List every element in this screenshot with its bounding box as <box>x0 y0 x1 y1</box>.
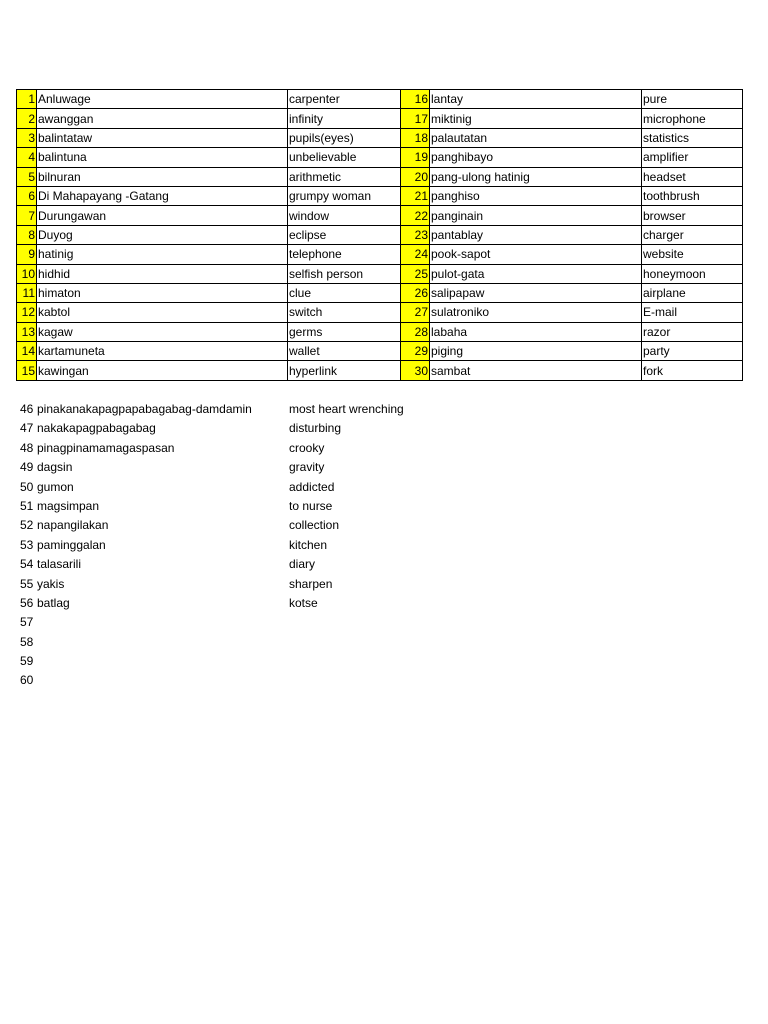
filipino-word-left: hidhid <box>37 264 288 283</box>
english-meaning-right: E-mail <box>642 303 743 322</box>
row-number-left: 15 <box>17 361 37 380</box>
english-meaning-left: wallet <box>288 342 401 361</box>
list-item-word: napangilakan <box>37 518 109 533</box>
filipino-word-left: kawingan <box>37 361 288 380</box>
row-number-right: 26 <box>401 283 430 302</box>
filipino-word-left: balintuna <box>37 148 288 167</box>
filipino-word-left: Anluwage <box>37 90 288 109</box>
filipino-word-left: Durungawan <box>37 206 288 225</box>
list-item-number: 54 <box>20 557 34 572</box>
table-row <box>17 128 743 147</box>
table-row <box>17 225 743 244</box>
list-item-number: 47 <box>20 421 34 436</box>
filipino-word-right: lantay <box>430 90 642 109</box>
filipino-word-right: panghibayo <box>430 148 642 167</box>
list-item-number: 53 <box>20 537 34 552</box>
english-meaning-left: window <box>288 206 401 225</box>
row-number-left: 10 <box>17 264 37 283</box>
row-number-left: 3 <box>17 128 37 147</box>
list-item-number: 50 <box>20 479 34 494</box>
filipino-word-left: kartamuneta <box>37 342 288 361</box>
list-item-meaning: addicted <box>289 479 335 494</box>
list-item-word: pinagpinamamagaspasan <box>37 440 175 455</box>
english-meaning-right: toothbrush <box>642 186 743 205</box>
filipino-word-right: miktinig <box>430 109 642 128</box>
table-row <box>17 361 743 380</box>
row-number-right: 17 <box>401 109 430 128</box>
filipino-word-left: bilnuran <box>37 167 288 186</box>
filipino-word-right: pook-sapot <box>430 245 642 264</box>
filipino-word-left: kabtol <box>37 303 288 322</box>
row-number-right: 29 <box>401 342 430 361</box>
english-meaning-right: honeymoon <box>642 264 743 283</box>
english-meaning-right: party <box>642 342 743 361</box>
english-meaning-left: grumpy woman <box>288 186 401 205</box>
english-meaning-left: carpenter <box>288 90 401 109</box>
english-meaning-left: eclipse <box>288 225 401 244</box>
english-meaning-right: charger <box>642 225 743 244</box>
english-meaning-right: airplane <box>642 283 743 302</box>
list-item-number: 51 <box>20 498 34 513</box>
english-meaning-right: microphone <box>642 109 743 128</box>
filipino-word-right: palautatan <box>430 128 642 147</box>
english-meaning-left: selfish person <box>288 264 401 283</box>
list-item-word: paminggalan <box>37 537 106 552</box>
english-meaning-right: browser <box>642 206 743 225</box>
vocabulary-table-body <box>17 90 743 381</box>
list-item-word: yakis <box>37 576 65 591</box>
english-meaning-left: switch <box>288 303 401 322</box>
row-number-right: 16 <box>401 90 430 109</box>
list-item-word: talasarili <box>37 557 82 572</box>
filipino-word-right: salipapaw <box>430 283 642 302</box>
filipino-word-left: Di Mahapayang -Gatang <box>37 186 288 205</box>
filipino-word-left: kagaw <box>37 322 288 341</box>
english-meaning-left: arithmetic <box>288 167 401 186</box>
table-row <box>17 90 743 109</box>
row-number-left: 7 <box>17 206 37 225</box>
list-item-number: 55 <box>20 576 34 591</box>
table-row <box>17 167 743 186</box>
row-number-right: 22 <box>401 206 430 225</box>
filipino-word-right: pang-ulong hatinig <box>430 167 642 186</box>
english-meaning-left: hyperlink <box>288 361 401 380</box>
filipino-word-right: panghiso <box>430 186 642 205</box>
filipino-word-right: sambat <box>430 361 642 380</box>
list-item-meaning: diary <box>289 557 316 572</box>
row-number-left: 13 <box>17 322 37 341</box>
row-number-right: 27 <box>401 303 430 322</box>
list-item-word: nakakapagpabagabag <box>37 421 156 436</box>
filipino-word-right: pulot-gata <box>430 264 642 283</box>
english-meaning-left: pupils(eyes) <box>288 128 401 147</box>
list-item-word: dagsin <box>37 460 73 475</box>
list-item-number: 56 <box>20 595 34 610</box>
row-number-right: 25 <box>401 264 430 283</box>
list-item-number: 48 <box>20 440 34 455</box>
list-item-meaning: to nurse <box>289 498 333 513</box>
row-number-right: 20 <box>401 167 430 186</box>
row-number-right: 19 <box>401 148 430 167</box>
row-number-left: 2 <box>17 109 37 128</box>
row-number-left: 11 <box>17 283 37 302</box>
list-item-meaning: kitchen <box>289 537 328 552</box>
list-item-number: 52 <box>20 518 34 533</box>
table-row <box>17 283 743 302</box>
list-item-number: 58 <box>20 634 34 649</box>
row-number-right: 28 <box>401 322 430 341</box>
list-item-number: 59 <box>20 654 34 669</box>
list-item-meaning: crooky <box>289 440 325 455</box>
english-meaning-right: headset <box>642 167 743 186</box>
list-item-meaning: sharpen <box>289 576 333 591</box>
list-item-meaning: disturbing <box>289 421 342 436</box>
english-meaning-right: pure <box>642 90 743 109</box>
row-number-left: 4 <box>17 148 37 167</box>
vocabulary-table <box>16 89 743 381</box>
filipino-word-right: panginain <box>430 206 642 225</box>
english-meaning-right: razor <box>642 322 743 341</box>
filipino-word-left: himaton <box>37 283 288 302</box>
table-row <box>17 342 743 361</box>
list-item-meaning: kotse <box>289 595 318 610</box>
english-meaning-left: unbelievable <box>288 148 401 167</box>
table-row <box>17 206 743 225</box>
row-number-left: 5 <box>17 167 37 186</box>
list-item-word: batlag <box>37 595 70 610</box>
list-item-word: pinakanakapagpapabagabag-damdamin <box>37 402 252 416</box>
english-meaning-right: statistics <box>642 128 743 147</box>
list-item-number: 57 <box>20 615 34 630</box>
list-item-meaning: gravity <box>289 460 325 475</box>
english-meaning-left: infinity <box>288 109 401 128</box>
row-number-left: 1 <box>17 90 37 109</box>
table-row <box>17 109 743 128</box>
row-number-right: 30 <box>401 361 430 380</box>
row-number-right: 18 <box>401 128 430 147</box>
english-meaning-right: website <box>642 245 743 264</box>
filipino-word-right: piging <box>430 342 642 361</box>
list-item-number: 46 <box>20 402 34 416</box>
list-item-word: magsimpan <box>37 498 100 513</box>
list-item-meaning: most heart wrenching <box>289 402 404 416</box>
row-number-left: 12 <box>17 303 37 322</box>
filipino-word-left: hatinig <box>37 245 288 264</box>
filipino-word-right: labaha <box>430 322 642 341</box>
english-meaning-left: telephone <box>288 245 401 264</box>
list-item-number: 49 <box>20 460 34 475</box>
list-item-word: gumon <box>37 479 74 494</box>
row-number-left: 14 <box>17 342 37 361</box>
table-row <box>17 264 743 283</box>
english-meaning-right: amplifier <box>642 148 743 167</box>
row-number-right: 24 <box>401 245 430 264</box>
list-item-meaning: collection <box>289 518 340 533</box>
row-number-right: 23 <box>401 225 430 244</box>
filipino-word-left: balintataw <box>37 128 288 147</box>
filipino-word-right: pantablay <box>430 225 642 244</box>
filipino-word-left: Duyog <box>37 225 288 244</box>
table-row <box>17 322 743 341</box>
table-row <box>17 186 743 205</box>
english-meaning-right: fork <box>642 361 743 380</box>
filipino-word-left: awanggan <box>37 109 288 128</box>
row-number-left: 6 <box>17 186 37 205</box>
row-number-right: 21 <box>401 186 430 205</box>
table-row <box>17 148 743 167</box>
english-meaning-left: germs <box>288 322 401 341</box>
row-number-left: 8 <box>17 225 37 244</box>
filipino-word-right: sulatroniko <box>430 303 642 322</box>
row-number-left: 9 <box>17 245 37 264</box>
english-meaning-left: clue <box>288 283 401 302</box>
list-item-number: 60 <box>20 673 34 688</box>
table-row <box>17 303 743 322</box>
table-row <box>17 245 743 264</box>
